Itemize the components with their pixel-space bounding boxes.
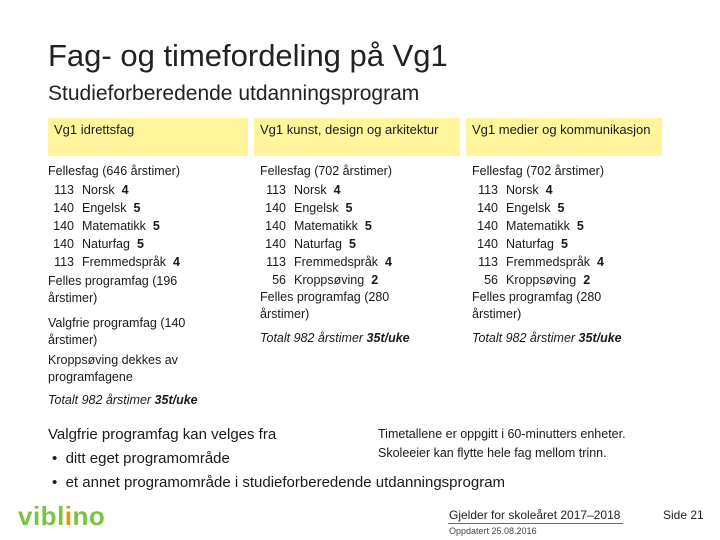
fellesfag-label: Fellesfag (702 årstimer) xyxy=(260,164,392,178)
subject-row: 56 Kroppsøving 2 xyxy=(484,273,591,287)
total-line: Totalt 982 årstimer 35t/uke xyxy=(472,331,622,345)
vilbli-logo: viblino xyxy=(18,501,106,531)
footer-divider xyxy=(448,523,623,524)
subject-row: 113 Norsk 4 xyxy=(54,183,129,197)
felles-programfag-label: Felles programfag (280 årstimer) xyxy=(472,290,602,321)
fellesfag-label: Fellesfag (646 årstimer) xyxy=(48,164,180,178)
total-line: Totalt 982 årstimer 35t/uke xyxy=(260,331,410,345)
footer-school-year: Gjelder for skoleåret 2017–2018 xyxy=(449,508,621,522)
subject-row: 113 Fremmedspråk 4 xyxy=(478,255,604,269)
page-subtitle: Studieforberedende utdanningsprogram xyxy=(48,82,420,105)
list-item: • ditt eget programområde xyxy=(52,450,230,467)
subject-row: 56 Kroppsøving 2 xyxy=(272,273,379,287)
total-line-idrettsfag: Totalt 982 årstimer 35t/uke xyxy=(48,393,198,407)
page-title: Fag- og timefordeling på Vg1 xyxy=(48,38,448,73)
valgfrie-intro: Valgfrie programfag kan velges fra xyxy=(48,426,277,443)
subject-row: 140 Naturfag 5 xyxy=(265,237,356,251)
subject-row: 140 Matematikk 5 xyxy=(477,219,584,233)
list-item: • et annet programområde i studieforberedende utdanningsprogram xyxy=(52,474,506,491)
subject-row: 140 Engelsk 5 xyxy=(265,201,353,215)
column-header-idrettsfag: Vg1 idrettsfag xyxy=(48,118,248,156)
timer-note: Timetallene er oppgitt i 60-minutters enheter. Skoleeier kan flytte hele fag mellom trinn. xyxy=(378,427,626,460)
column-kunst-design xyxy=(260,162,460,347)
subject-row: 113 Fremmedspråk 4 xyxy=(54,255,180,269)
column-header-medier: Vg1 medier og kommunikasjon xyxy=(466,118,662,156)
felles-programfag-label: Felles programfag (196 årstimer) xyxy=(48,274,178,305)
felles-programfag-label: Felles programfag (280 årstimer) xyxy=(260,290,390,321)
column-medier xyxy=(472,162,662,347)
subject-row: 113 Norsk 4 xyxy=(478,183,553,197)
kroppsoving-note: Kroppsøving dekkes av programfagene xyxy=(48,353,178,384)
subject-row: 140 Engelsk 5 xyxy=(477,201,565,215)
subject-row: 113 Norsk 4 xyxy=(266,183,341,197)
updated-date: Oppdatert 25.08.2016 xyxy=(449,526,537,536)
column-idrettsfag xyxy=(48,162,248,349)
subject-row: 140 Matematikk 5 xyxy=(53,219,160,233)
page-number: Side 21 xyxy=(663,508,704,522)
fellesfag-label: Fellesfag (702 årstimer) xyxy=(472,164,604,178)
subject-row: 140 Naturfag 5 xyxy=(53,237,144,251)
subject-row: 140 Engelsk 5 xyxy=(53,201,141,215)
subject-row: 140 Naturfag 5 xyxy=(477,237,568,251)
valgfrie-programfag-label: Valgfrie programfag (140 årstimer) xyxy=(48,316,186,347)
subject-row: 113 Fremmedspråk 4 xyxy=(266,255,392,269)
column-header-kunst-design: Vg1 kunst, design og arkitektur xyxy=(254,118,460,156)
subject-row: 140 Matematikk 5 xyxy=(265,219,372,233)
